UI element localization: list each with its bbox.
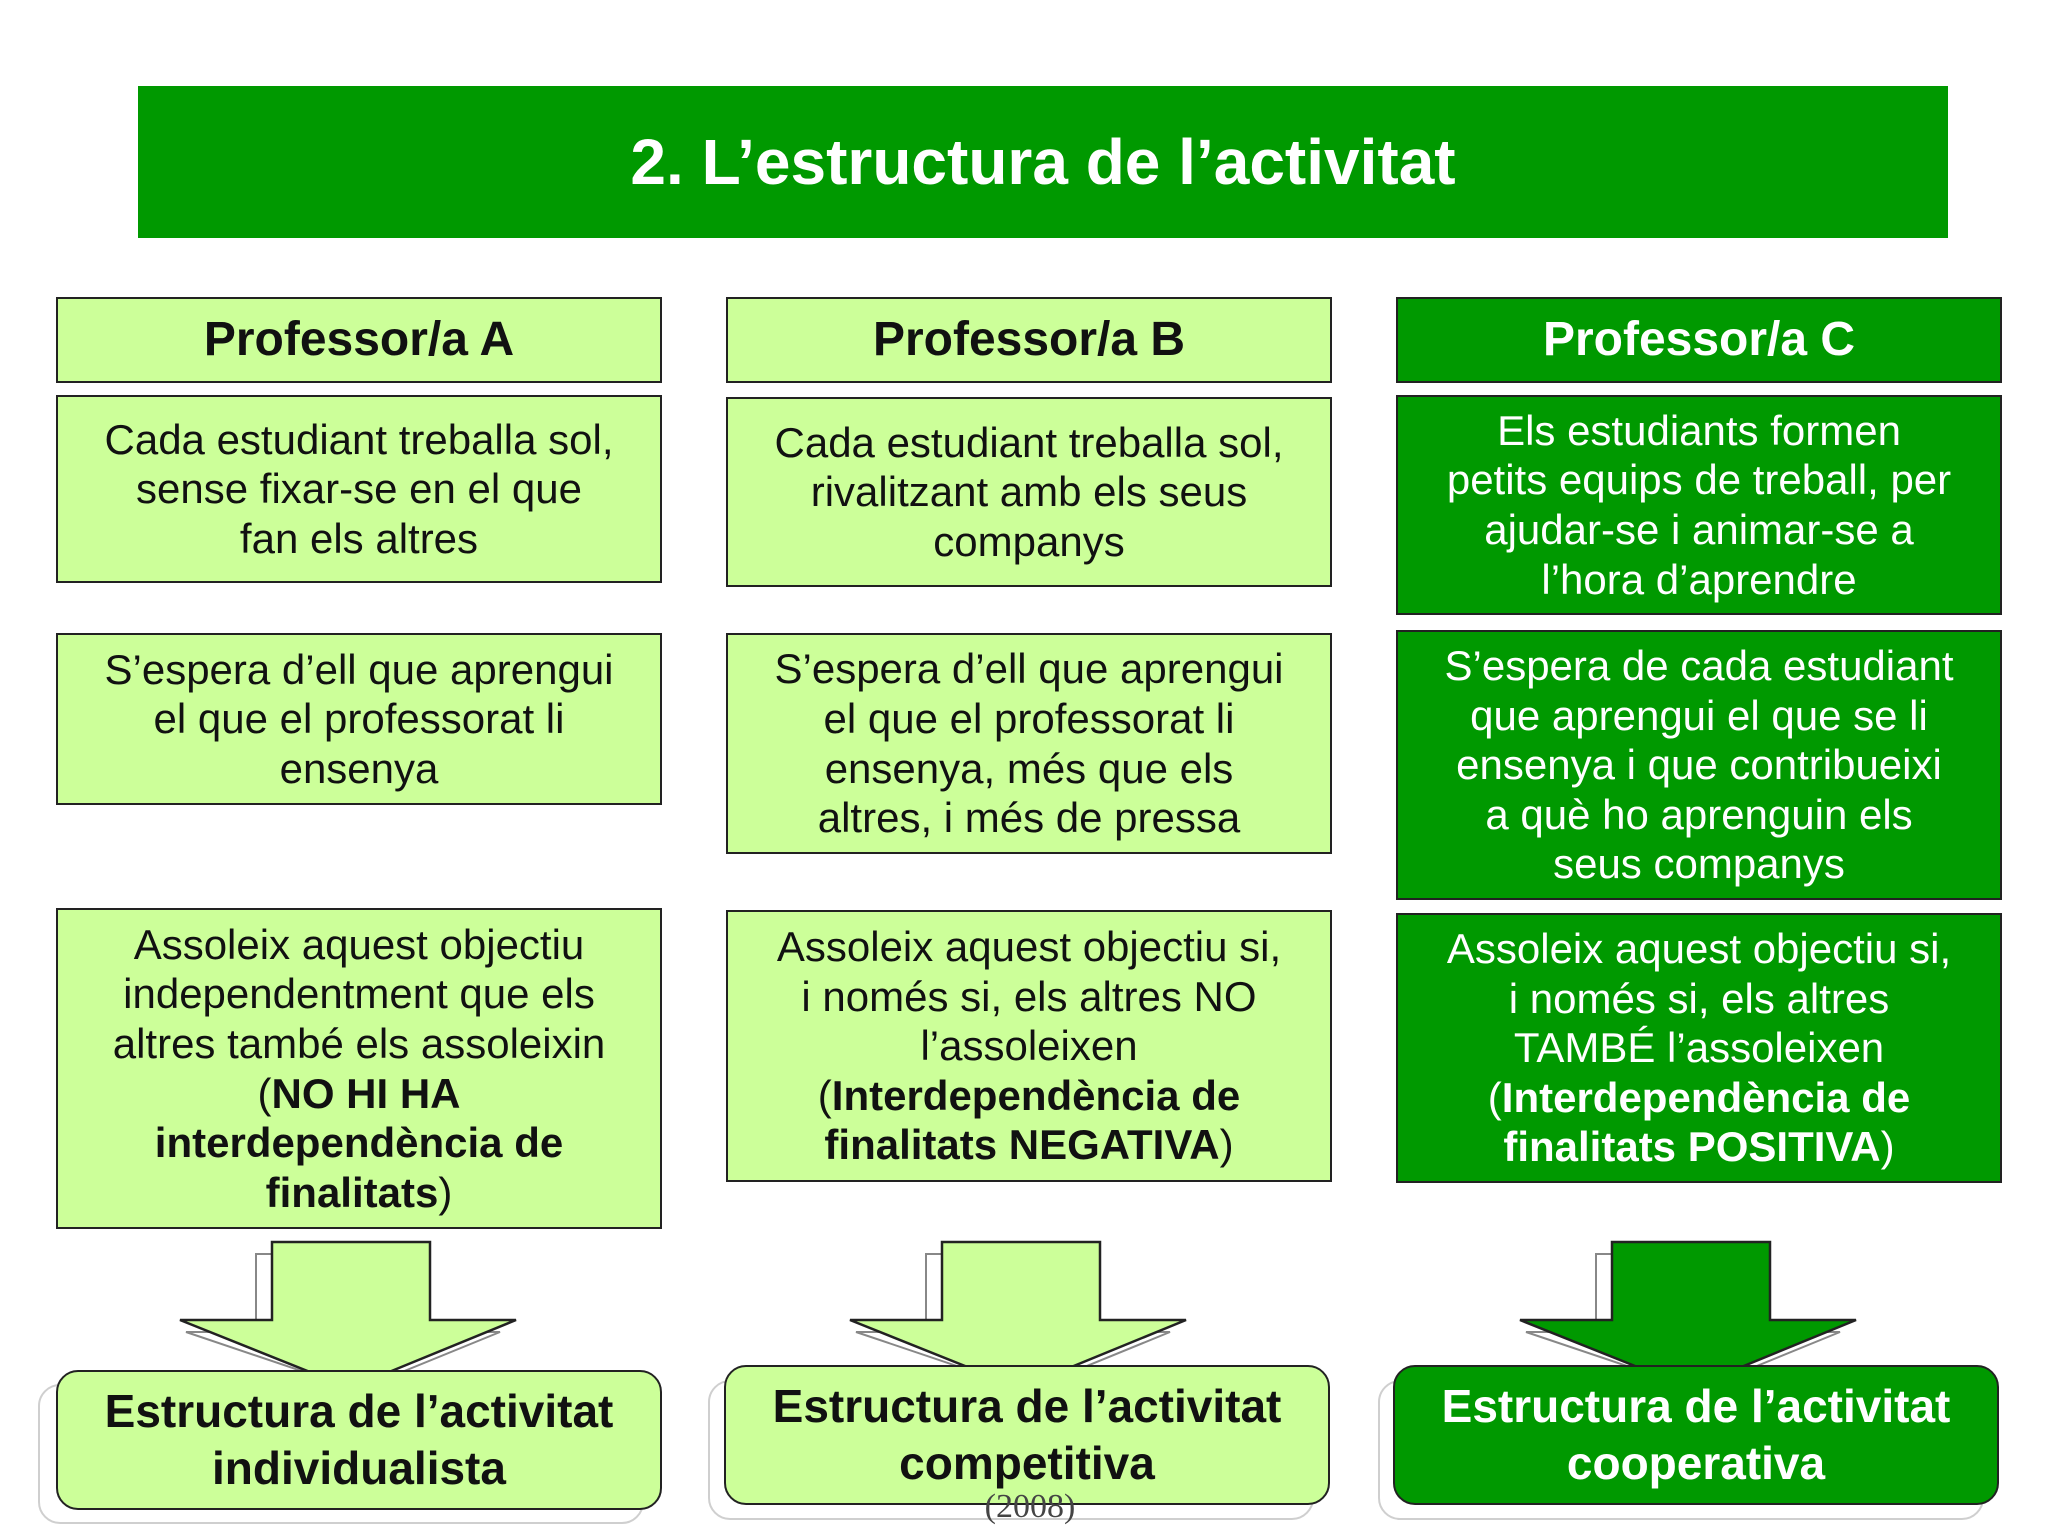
result-cooperative: Estructura de l’activitat cooperativa — [1393, 1365, 1999, 1505]
organization-box-a: Cada estudiant treballa sol, sense fixar-se en el que fan els altres — [56, 395, 662, 583]
organization-box-b: Cada estudiant treballa sol, rivalitzant amb els seus companys — [726, 397, 1332, 587]
slide-title: 2. L’estructura de l’activitat — [138, 86, 1948, 238]
header-professor-a: Professor/a A — [56, 297, 662, 383]
achievement-box-a: Assoleix aquest objectiu independentment que els altres també els assoleixin (NO HI HA interdependència de finalitats) — [56, 908, 662, 1229]
header-professor-c: Professor/a C — [1396, 297, 2002, 383]
organization-box-c: Els estudiants formen petits equips de treball, per ajudar-se i animar-se a l’hora d’aprendre — [1396, 395, 2002, 615]
expectation-box-c: S’espera de cada estudiant que aprengui el que se li ensenya i que contribueixi a què ho aprenguin els seus companys — [1396, 630, 2002, 900]
achievement-box-b: Assoleix aquest objectiu si, i només si, els altres NO l’assoleixen (Interdependència de finalitats NEGATIVA) — [726, 910, 1332, 1182]
result-competitive: Estructura de l’activitat competitiva — [724, 1365, 1330, 1505]
result-individualist: Estructura de l’activitat individualista — [56, 1370, 662, 1510]
expectation-box-b: S’espera d’ell que aprengui el que el professorat li ensenya, més que els altres, i més de pressa — [726, 633, 1332, 854]
year-caption: (2008) — [984, 1488, 1076, 1525]
expectation-box-a: S’espera d’ell que aprengui el que el professorat li ensenya — [56, 633, 662, 805]
achievement-box-c: Assoleix aquest objectiu si, i només si, els altres TAMBÉ l’assoleixen (Interdependència de finalitats POSITIVA) — [1396, 913, 2002, 1183]
header-professor-b: Professor/a B — [726, 297, 1332, 383]
